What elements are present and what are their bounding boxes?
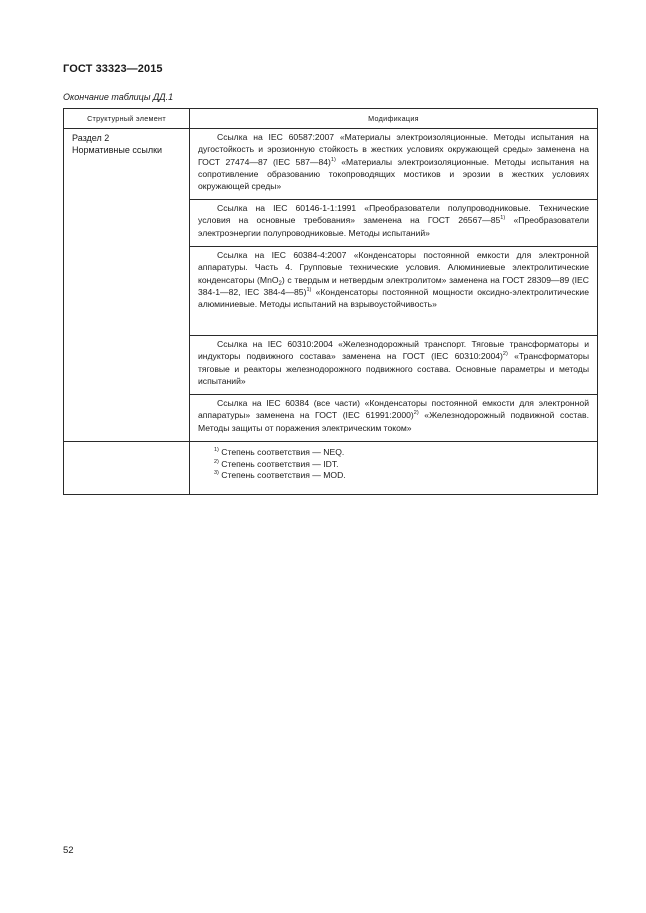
modification-text: Ссылка на IEC 60310:2004 «Железнодорожный транспорт. Тяговые трансформаторы и индукторы подвижного состава» заменена на ГОСТ (IEC 60310:2004)	[198, 339, 589, 362]
footnote-row	[64, 442, 598, 495]
empty-cell	[64, 442, 190, 495]
modification-text-mid: ) с твердым и нетвердым электролитом» заменена на ГОСТ 28309—89 (IEC 384-1—82, IEC 384-4—85)	[198, 274, 590, 297]
modification-text-cont: «Железнодорожный подвижной состав. Методы защиты от поражения электрическим током»	[198, 410, 589, 433]
footnote-text: Степень соответствия — NEQ.	[218, 447, 345, 457]
footnote	[214, 447, 589, 459]
footnote-ref: 1)	[306, 286, 312, 293]
section-label: Раздел 2	[72, 133, 110, 143]
footnote-ref: 1)	[500, 215, 506, 222]
modification-text: Ссылка на IEC 60384-4:2007 «Конденсаторы постоянной емкости для электронной аппаратуры. Часть 4. Групповые технические условия. Алюминиевые электролитические конденсаторы (MnO	[198, 250, 589, 285]
modification-table	[63, 108, 598, 495]
column-header-structural-element: Структурный элемент	[64, 109, 190, 129]
footnote-text: Степень соответствия — MOD.	[218, 470, 346, 480]
table-caption: Окончание таблицы ДД.1	[63, 92, 174, 102]
modification-text: Ссылка на IEC 60587:2007 «Материалы электроизоляционные. Методы испытания на дугостойкость и эрозионную стойкость в жестких условиях окружающей среды» заменена на ГОСТ 27474—87 (IEC 587—84)	[198, 132, 589, 167]
modification-text-cont: «Преобразователи электроэнергии полупроводниковые. Методы испытаний»	[198, 215, 589, 238]
modification-text-cont: «Трансформаторы тяговые и реакторы железнодорожного подвижного состава. Основные параметры и методы испытаний»	[198, 351, 589, 386]
subscript: 2	[278, 280, 282, 287]
table-row	[64, 129, 598, 200]
footnote-ref: 2)	[413, 410, 419, 417]
column-header-modification: Модификация	[190, 109, 598, 129]
footnote	[214, 459, 589, 471]
footnote-text: Степень соответствия — IDT.	[218, 458, 339, 469]
footnote-ref: 2)	[502, 351, 508, 358]
footnote-ref: 1)	[330, 156, 336, 163]
modification-cell	[190, 129, 598, 200]
footnotes-cell	[190, 442, 598, 495]
modification-text: Ссылка на IEC 60384 (все части) «Конденсаторы постоянной емкости для электронной аппаратуры» заменена на ГОСТ (IEC 61991:2000)	[198, 398, 589, 421]
footnote	[214, 470, 589, 482]
modification-cell	[190, 200, 598, 247]
document-header: ГОСТ 33323—2015	[63, 63, 163, 75]
footnote-mark: 2)	[214, 458, 219, 465]
footnote-mark: 1)	[214, 447, 219, 453]
modification-text: Ссылка на IEC 60146-1-1:1991 «Преобразователи полупроводниковые. Технические условия на основные требования» заменена на ГОСТ 26567—85	[198, 203, 589, 226]
table-header-row	[64, 109, 598, 129]
section-title: Нормативные ссылки	[72, 145, 163, 155]
modification-text-cont: «Материалы электроизоляционные. Методы испытания на сопротивление образованию токопроводящих мостиков и эрозии в жестких условиях окружающей среды»	[198, 156, 589, 192]
modification-cell	[190, 395, 598, 442]
modification-text-cont: «Конденсаторы постоянной мощности оксидно-электролитические алюминиевые. Методы испытаний на взрывоустойчивость»	[198, 286, 589, 310]
modification-cell	[190, 336, 598, 395]
footnote-mark: 3)	[214, 470, 219, 476]
page-number: 52	[63, 845, 74, 856]
structural-element-cell	[64, 129, 190, 442]
modification-cell	[190, 247, 598, 336]
